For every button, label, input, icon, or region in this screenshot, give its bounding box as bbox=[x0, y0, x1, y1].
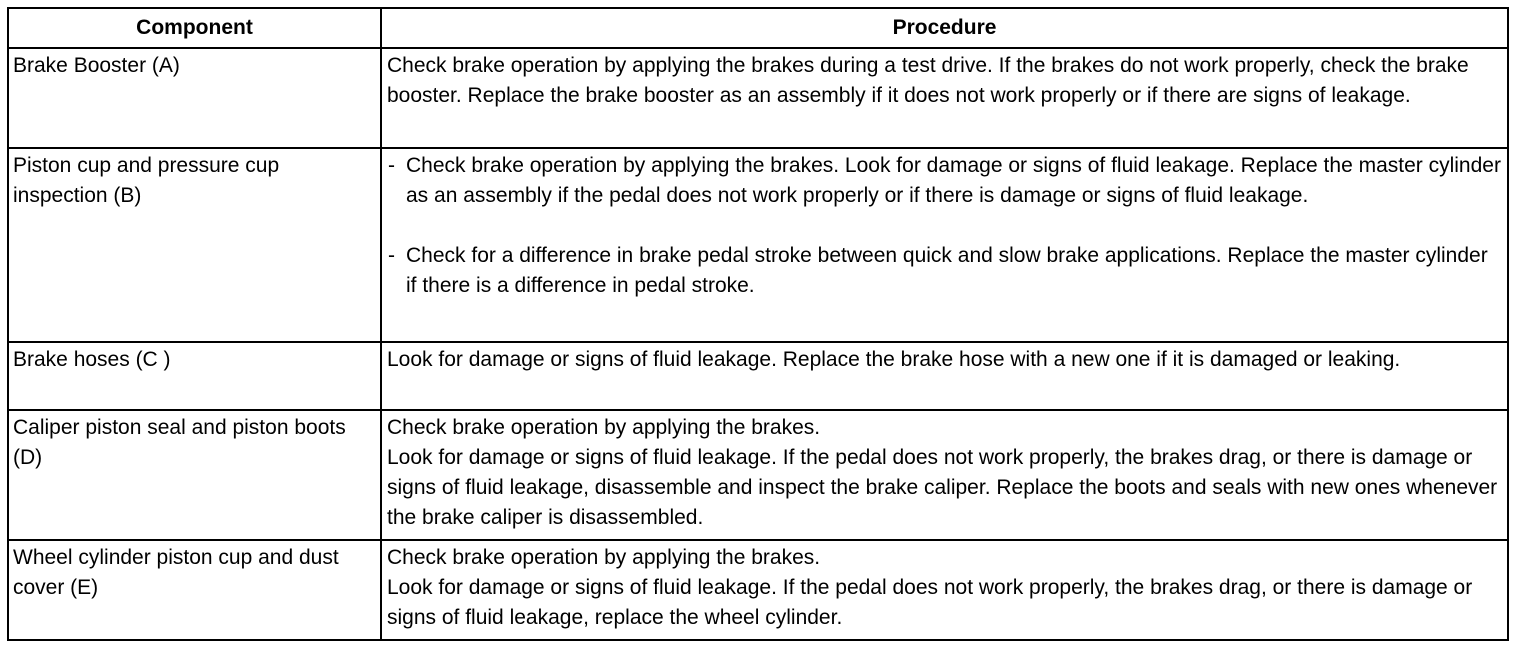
procedure-bullet bbox=[387, 151, 1503, 211]
procedure-bullet-text: Check for a difference in brake pedal stroke between quick and slow brake applications. Replace the master cylinder if there is a difference in pedal stroke. bbox=[406, 244, 1488, 297]
component-cell: Wheel cylinder piston cup and dust cover (E) bbox=[8, 540, 381, 640]
component-cell: Piston cup and pressure cup inspection (B) bbox=[8, 148, 381, 342]
component-cell: Brake hoses (C ) bbox=[8, 342, 381, 410]
bullet-marker: - bbox=[388, 154, 395, 177]
column-header-component: Component bbox=[8, 8, 381, 48]
procedure-text: Look for damage or signs of fluid leakage. Replace the brake hose with a new one if it is damaged or leaking. bbox=[387, 348, 1401, 371]
procedure-text: Look for damage or signs of fluid leakage. If the pedal does not work properly, the brakes drag, or there is damage or signs of fluid leakage, replace the wheel cylinder. bbox=[387, 576, 1473, 629]
table-body bbox=[8, 48, 1508, 640]
procedure-text: Check brake operation by applying the brakes during a test drive. If the brakes do not work properly, check the brake booster. Replace the brake booster as an assembly if it does not work properly or if there are signs of leakage. bbox=[387, 54, 1469, 107]
procedure-text: Check brake operation by applying the brakes. bbox=[387, 416, 821, 439]
table-row bbox=[8, 342, 1508, 410]
table-row bbox=[8, 148, 1508, 342]
procedure-cell bbox=[381, 410, 1508, 540]
procedure-text: Check brake operation by applying the brakes. bbox=[387, 546, 821, 569]
table-row bbox=[8, 410, 1508, 540]
inspection-procedure-table bbox=[7, 7, 1509, 641]
bullet-spacer bbox=[387, 211, 1503, 241]
procedure-cell bbox=[381, 540, 1508, 640]
procedure-cell bbox=[381, 342, 1508, 410]
procedure-bullet-text: Check brake operation by applying the brakes. Look for damage or signs of fluid leakage. Replace the master cylinder as an assembly if the pedal does not work properly or if there is damage or signs of fluid leakage. bbox=[406, 154, 1501, 207]
column-header-procedure: Procedure bbox=[381, 8, 1508, 48]
component-cell: Caliper piston seal and piston boots (D) bbox=[8, 410, 381, 540]
table-row bbox=[8, 48, 1508, 148]
header-row bbox=[8, 8, 1508, 48]
procedure-text: Look for damage or signs of fluid leakage. If the pedal does not work properly, the brakes drag, or there is damage or signs of fluid leakage, disassemble and inspect the brake caliper. Replace the boots and seals with new ones whenever the brake caliper is disassembled. bbox=[387, 446, 1498, 529]
bullet-marker: - bbox=[388, 244, 395, 267]
table-row bbox=[8, 540, 1508, 640]
procedure-cell bbox=[381, 48, 1508, 148]
table-header bbox=[8, 8, 1508, 48]
procedure-bullet bbox=[387, 241, 1503, 301]
component-cell: Brake Booster (A) bbox=[8, 48, 381, 148]
procedure-cell bbox=[381, 148, 1508, 342]
